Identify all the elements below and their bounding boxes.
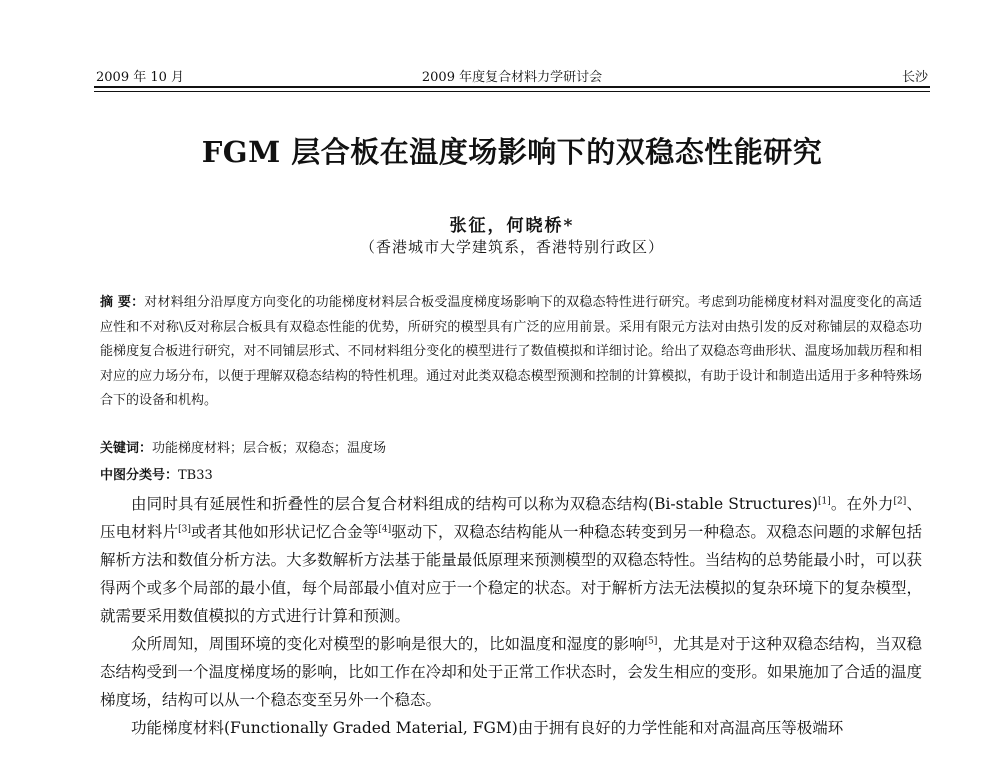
body-paragraph-2 <box>100 630 922 714</box>
paper-affiliation: （香港城市大学建筑系，香港特别行政区） <box>359 238 664 256</box>
p1-text-a: 由同时具有延展性和折叠性的层合复合材料组成的结构可以称为双稳态结构(Bi-stable Structures) <box>131 495 818 513</box>
p1-text-d: 或者其他如形状记忆合金等 <box>190 523 379 541</box>
p2-text-b: ，尤其是对于这种双稳态结构，当双稳态结构受到一个温度梯度场的影响，比如工作在冷却和处于正常工作状态时，会发生相应的变形。如果施加了合适的温度梯度场，结构可以从一个稳态变至另外一个稳态。 <box>100 635 922 709</box>
paper-title: FGM 层合板在温度场影响下的双稳态性能研究 <box>201 135 823 169</box>
citation-4: [4] <box>378 524 392 535</box>
p1-text-b: 。在外力 <box>830 495 894 513</box>
header-rule-thin <box>94 91 930 92</box>
p1-text-c: 、压电材料片 <box>100 495 922 541</box>
abstract-text: 对材料组分沿厚度方向变化的功能梯度材料层合板受温度梯度场影响下的双稳态特性进行研究。考虑到功能梯度材料对温度变化的高适应性和不对称\反对称层合板具有双稳态性能的优势，所研究的模型具有广泛的应用前景。采用有限元方法对由热引发的反对称铺层的双稳态功能梯度复合板进行研究，对不同铺层形式、不同材料组分变化的模型进行了数值模拟和详细讨论。给出了双稳态弯曲形状、温度场加载历程和相对应的应力场分布，以便于理解双稳态结构的特性机理。通过对此类双稳态模型预测和控制的计算模拟，有助于设计和制造出适用于多种特殊场合下的设备和机构。 <box>100 295 922 408</box>
p1-text-e: 驱动下，双稳态结构能从一种稳态转变到另一种稳态。双稳态问题的求解包括解析方法和数值分析方法。大多数解析方法基于能量最低原理来预测模型的双稳态特性。当结构的总势能最小时，可以获得两个或多个局部的最小值，每个局部最小值对应于一个稳定的状态。对于解析方法无法模拟的复杂环境下的复杂模型，就需要采用数值模拟的方式进行计算和预测。 <box>100 523 922 625</box>
keywords <box>100 437 386 456</box>
body-text <box>100 490 922 742</box>
classification-label: 中图分类号： <box>100 468 179 483</box>
keywords-text: 功能梯度材料；层合板；双稳态；温度场 <box>152 441 387 456</box>
abstract <box>100 291 922 414</box>
running-header <box>96 66 928 84</box>
p3-text-a: 功能梯度材料(Functionally Graded Material, FGM)由于拥有良好的力学性能和对高温高压等极端环 <box>131 719 844 737</box>
citation-5: [5] <box>644 636 658 647</box>
header-conference: 2009 年度复合材料力学研讨会 <box>421 70 603 85</box>
classification <box>100 464 213 483</box>
header-date: 2009 年 10 月 <box>96 70 185 85</box>
header-location: 长沙 <box>901 70 928 85</box>
paper-authors: 张征，何晓桥* <box>449 216 575 236</box>
citation-3: [3] <box>178 524 191 535</box>
body-paragraph-3 <box>100 714 922 742</box>
p2-text-a: 众所周知，周围环境的变化对模型的影响是很大的，比如温度和湿度的影响 <box>131 635 645 653</box>
classification-code: TB33 <box>178 468 213 483</box>
header-rule-thick <box>94 86 930 88</box>
keywords-label: 关键词： <box>100 441 153 456</box>
citation-1: [1] <box>817 496 831 507</box>
abstract-label: 摘 要： <box>100 295 145 310</box>
body-paragraph-1 <box>100 490 922 630</box>
citation-2: [2] <box>893 496 907 507</box>
